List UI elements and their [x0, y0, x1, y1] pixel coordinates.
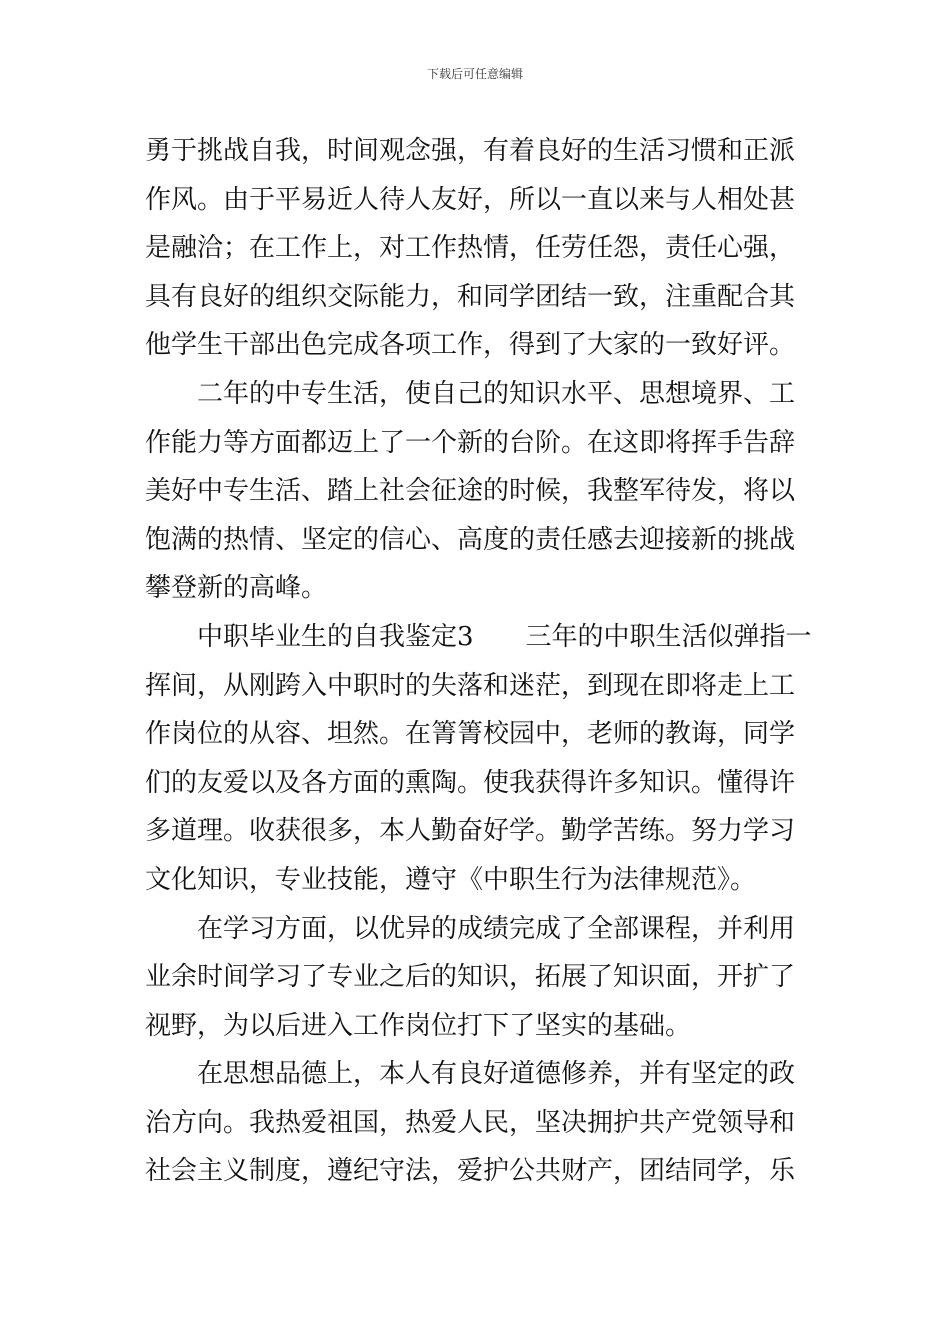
text-line: 攀登新的高峰。 — [145, 573, 328, 604]
section-heading-line — [145, 613, 815, 662]
text-line: 作岗位的从容、坦然。在箐箐校园中，老师的教诲，同学 — [145, 719, 796, 750]
text-line: 作能力等方面都迈上了一个新的台阶。在这即将挥手告辞 — [145, 427, 796, 458]
text-line: 是融洽；在工作上，对工作热情，任劳任怨，责任心强， — [145, 233, 796, 264]
paragraph-first-line: 在思想品德上，本人有良好道德修养，并有坚定的政 — [197, 1059, 796, 1090]
text-line: 美好中专生活、踏上社会征途的时候，我整军待发，将以 — [145, 476, 796, 507]
text-line: 勇于挑战自我，时间观念强，有着良好的生活习惯和正派 — [145, 136, 796, 166]
text-line: 们的友爱以及各方面的熏陶。使我获得许多知识。懂得许 — [145, 767, 796, 798]
text-line: 他学生干部出色完成各项工作，得到了大家的一致好评。 — [145, 330, 796, 361]
text-line: 社会主义制度，遵纪守法，爱护公共财产，团结同学，乐 — [145, 1156, 796, 1187]
paragraph-first-line: 在学习方面，以优异的成绩完成了全部课程，并利用 — [197, 913, 796, 944]
page-header: 下载后可任意编辑 — [426, 67, 523, 81]
document-body — [145, 127, 815, 1196]
text-line: 文化知识，专业技能，遵守《中职生行为法律规范》。 — [145, 864, 757, 895]
text-line: 挥间，从刚跨入中职时的失落和迷茫，到现在即将走上工 — [145, 670, 796, 701]
text-line: 治方向。我热爱祖国，热爱人民，坚决拥护共产党领导和 — [145, 1107, 796, 1138]
text-line: 作风。由于平易近人待人友好，所以一直以来与人相处甚 — [145, 184, 796, 215]
paragraph-first-line: 二年的中专生活，使自己的知识水平、思想境界、工 — [197, 378, 796, 409]
section-title: 中职毕业生的自我鉴定3 — [197, 621, 474, 652]
text-line: 视野，为以后进入工作岗位打下了坚实的基础。 — [145, 1010, 692, 1041]
text-line: 饱满的热情、坚定的信心、高度的责任感去迎接新的挑战 — [145, 524, 796, 555]
text-line: 具有良好的组织交际能力，和同学团结一致，注重配合其 — [145, 281, 796, 312]
section-first-sentence: 三年的中职生活似弹指一 — [525, 621, 812, 652]
text-line: 多道理。收获很多，本人勤奋好学。勤学苦练。努力学习 — [145, 816, 796, 847]
text-line: 业余时间学习了专业之后的知识，拓展了知识面，开扩了 — [145, 962, 796, 993]
